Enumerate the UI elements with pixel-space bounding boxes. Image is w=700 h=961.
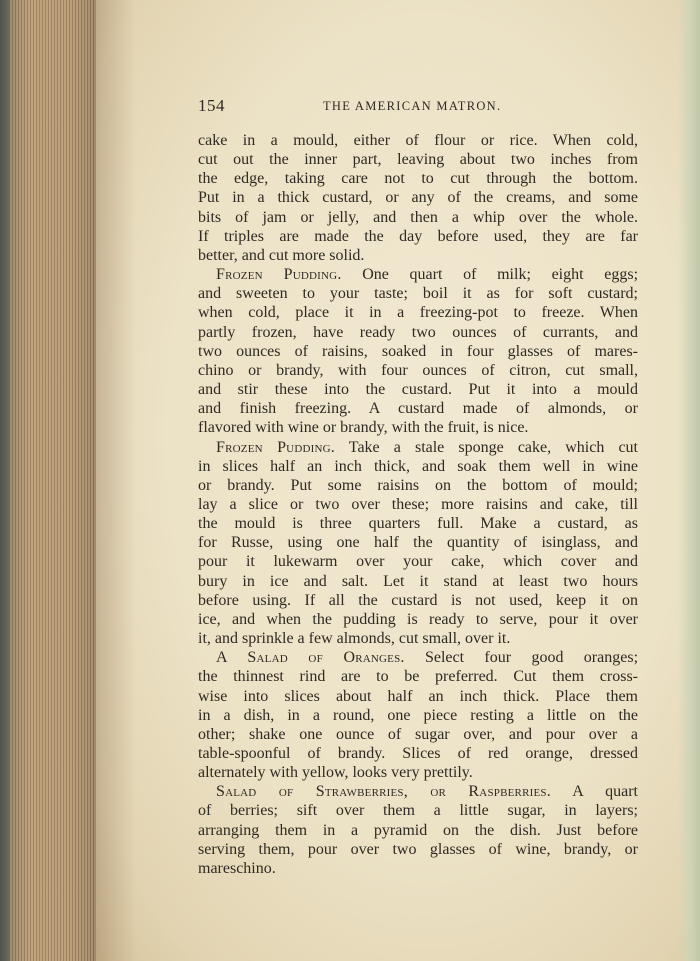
text-line: it, and sprinkle a few almonds, cut small, over it.	[198, 630, 511, 648]
recipe-first-line	[198, 782, 638, 801]
text-line: in a dish, in a round, one piece resting a little on the	[198, 706, 638, 724]
recipe-first-line-text: A quart	[572, 783, 638, 801]
text-line: bury in ice and salt. Let it stand at least two hours	[198, 572, 638, 590]
text-line: two ounces of raisins, soaked in four glasses of mares-	[198, 342, 638, 360]
text-line: other; shake one ounce of sugar over, and pour over a	[198, 725, 638, 743]
text-line: mareschino.	[198, 859, 276, 877]
text-line: lay a slice or two over these; more raisins and cake, till	[198, 495, 638, 513]
recipe-first-line	[198, 438, 638, 457]
recipe-first-line-text: Take a stale sponge cake, which cut	[348, 438, 638, 456]
text-line: of berries; sift over them a little sugar, in layers;	[198, 802, 638, 820]
recipe-first-line	[198, 265, 638, 284]
page-number: 154	[198, 96, 225, 115]
text-line: wise into slices about half an inch thick. Place them	[198, 687, 638, 705]
text-line: partly frozen, have ready two ounces of currants, and	[198, 323, 638, 341]
text-line: when cold, place it in a freezing-pot to freeze. When	[198, 304, 638, 322]
running-head	[198, 96, 638, 118]
page-block-edge	[0, 0, 100, 961]
text-line: ice, and when the pudding is ready to serve, pour it over	[198, 610, 638, 628]
text-line: cut out the inner part, leaving about two inches from	[198, 151, 638, 169]
text-line: alternately with yellow, looks very prettily.	[198, 764, 473, 782]
text-line: table-spoonful of brandy. Slices of red orange, dressed	[198, 745, 638, 762]
text-line: Put in a thick custard, or any of the creams, and some	[198, 189, 638, 207]
text-line: serving them, pour over two glasses of wine, brandy, or	[198, 840, 638, 858]
text-line: and finish freezing. A custard made of almonds, or	[198, 400, 638, 418]
recipe-heading: Frozen Pudding.	[216, 438, 335, 456]
text-line: arranging them in a pyramid on the dish. Just before	[198, 821, 638, 839]
text-line: chino or brandy, with four ounces of citron, cut small,	[198, 361, 638, 379]
book-cover-edge	[0, 0, 10, 961]
text-line: the thinnest rind are to be preferred. Cut them cross-	[198, 668, 638, 686]
text-line: better, and cut more solid.	[198, 246, 365, 264]
text-line: cake in a mould, either of flour or rice. When cold,	[198, 132, 638, 149]
text-line: for Russe, using one half the quantity of isinglass, and	[198, 534, 638, 552]
text-line: the edge, taking care not to cut through the bottom.	[198, 170, 638, 188]
text-line: the mould is three quarters full. Make a custard, as	[198, 515, 638, 533]
recipe-first-line-text: Select four good oranges;	[424, 649, 639, 667]
recipe-heading: A Salad of Oranges.	[216, 649, 405, 667]
recipe-first-line	[198, 648, 638, 667]
text-line: and sweeten to your taste; boil it as for soft custard;	[198, 285, 638, 303]
text-line: pour it lukewarm over your cake, which cover and	[198, 553, 638, 571]
text-line: in slices half an inch thick, and soak them well in wine	[198, 457, 638, 475]
text-line: flavored with wine or brandy, with the fruit, is nice.	[198, 419, 529, 437]
text-line: or brandy. Put some raisins on the bottom of mould;	[198, 476, 638, 494]
page-text	[198, 131, 638, 878]
page-gutter-shadow	[96, 0, 136, 961]
text-line: If triples are made the day before used, they are far	[198, 227, 638, 245]
text-line: and stir these into the custard. Put it into a mould	[198, 381, 638, 399]
page-edge-shadow	[678, 0, 700, 961]
text-line: bits of jam or jelly, and then a whip over the whole.	[198, 208, 638, 226]
recipe-first-line-text: One quart of milk; eight eggs;	[362, 266, 639, 284]
recipe-heading: Frozen Pudding.	[216, 266, 342, 284]
text-line: before using. If all the custard is not used, keep it on	[198, 591, 638, 609]
running-head-title: THE AMERICAN MATRON.	[323, 99, 502, 113]
recipe-heading: Salad of Strawberries, or Raspberries.	[216, 783, 551, 801]
